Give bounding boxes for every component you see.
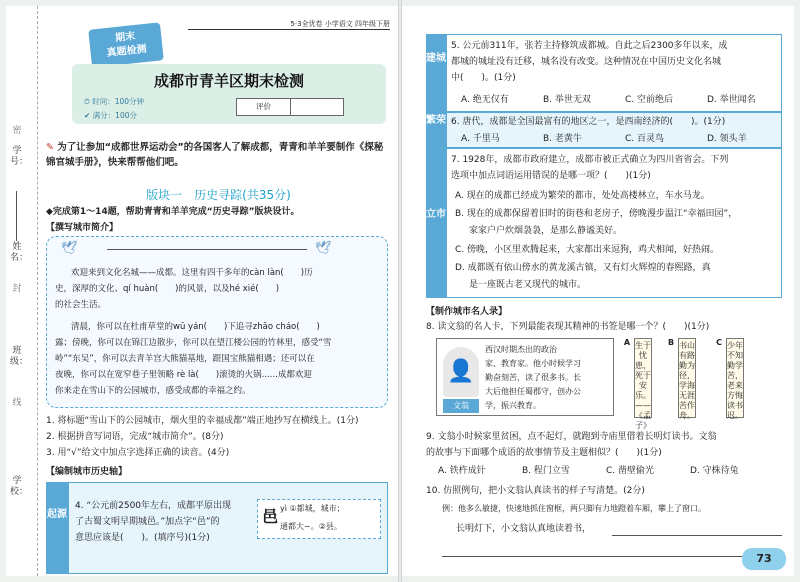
question-9-line-2: 的故事与下面哪个成语的故事情节及主题相似？( )(1分) xyxy=(426,448,662,458)
binding-margin xyxy=(6,6,38,576)
dove-icon-left: 🕊 xyxy=(61,241,78,256)
check-icon: ✔ xyxy=(84,111,93,120)
intro-text: ✎ 为了让参加“成都世界运动会”的各国客人了解成都，青青和羊羊要制作《探秘锦官城手册》，快来帮帮他们吧。 xyxy=(46,142,384,168)
side-label-qiyuan: 起源 xyxy=(46,482,68,574)
dove-icon-right: 🕊 xyxy=(315,241,332,256)
side-label-fanrong: 繁荣 xyxy=(426,112,446,148)
bookmark-b-label[interactable]: B xyxy=(667,338,675,347)
question-9-line-1: 9. 文翁小时候家里贫困，点不起灯，就跑到寺庙里借着长明灯读书。文翁 xyxy=(426,432,717,442)
q9-option-d[interactable]: D. 守株待兔 xyxy=(690,466,739,476)
bookmark-b[interactable]: 书山有路勤为径，学海无涯苦作舟。 xyxy=(678,338,696,418)
question-10: 10. 仿照例句，把小文翁认真读书的样子写清楚。(2分) xyxy=(426,486,645,496)
question-1: 1. 将标题“雪山下的公园城市，烟火里的幸福成都”端正地抄写在横线上。(1分) xyxy=(46,416,359,426)
question-8: 8. 读文翁的名人卡，下列最能表现其精神的书签是哪一个？( )(1分) xyxy=(426,322,710,332)
sub-heading-intro: 【撰写城市简介】 xyxy=(46,223,119,233)
right-page xyxy=(402,6,794,576)
seal-mark-mi: 密 xyxy=(12,126,22,136)
instruction: ◆完成第1～14题，帮助青青和羊羊完成“历史寻踪”版块设计。 xyxy=(46,207,300,217)
q10-prompt: 长明灯下，小文翁认真地读着书， xyxy=(456,524,592,534)
school-label: 学校： xyxy=(10,476,29,497)
question-7-box: 7. 1928年，成都市政府建立，成都市被正式确立为四川省省会。下列 选项中加点词语运用错误的是哪一项？( )(1分) A. 现在的成都已经成为繁荣的都市，处处高楼林立，车水马龙。 B. 现在的成都保留着旧时的街巷和老房子，傍晚漫步温江“幸福田园”， 家家户户炊烟袅袅，是那么静谧美好。 C. 傍晚，小区里欢腾起来，大家都出来逗狗，鸡犬相闻，好热闹。 D. 成都既有依山傍水的黄龙溪古镇，又有灯火辉煌的春熙路，真 是一座既古老又现代的城市。 xyxy=(446,148,782,298)
intro-paragraph-2: 清晨，你可以在杜甫草堂的wū yán( )下追寻zhāo cháo( ) 露；傍晚，你可以在锦江边散步，你可以在望江楼公园的竹林里，感受“雪 岭”“东吴”，你可以去青羊宫大熊猫基地，跟国宝熊猫相遇；还可以在 夜晚，你可以在宽窄巷子里领略 rè là( )滚烫的火锅......成都欢迎 你来走在雪山下的公园城市，感受成都的幸福之约。 xyxy=(55,322,332,396)
q9-option-a[interactable]: A. 铁杵成针 xyxy=(438,466,486,476)
exam-badge: 期末 真题检测 xyxy=(88,22,164,67)
question-5-box: 5. 公元前311年，张若主持修筑成都城。自此之后2300多年以来，成 都城的城址没有迁移，城名没有改变。这种情况在中国历史文化名城 中( )。(1分) A. 绝无仅有 B. 举世无双 C. 空前绝后 D. 举世闻名 xyxy=(446,34,782,112)
q9-option-c[interactable]: C. 凿壁偷光 xyxy=(606,466,655,476)
name-label: 姓名： xyxy=(10,242,29,263)
intro-paragraph-1: 欢迎来到文化名城——成都。这里有四千多年的càn làn( )历 史，深厚的文化、qí huàn( )的风景，以及hé xié( ) 的社会生活。 xyxy=(55,268,313,310)
dictionary-box: yì ①都城，城市； 邑 通都大~。②县。 xyxy=(257,499,381,539)
clock-icon: ⏱ xyxy=(84,97,93,106)
evaluation-box[interactable]: 评价 xyxy=(236,98,344,116)
title-banner xyxy=(72,64,386,124)
portrait-icon: 👤 xyxy=(443,347,479,397)
bookmark-c[interactable]: 少年不知勤学苦，老来方悔读书迟。 xyxy=(726,338,744,418)
seal-mark-feng: 封 xyxy=(12,284,22,294)
page-title: 成都市青羊区期末检测 xyxy=(153,72,304,90)
seal-mark-xian: 线 xyxy=(12,398,22,408)
bookmark-a[interactable]: 生于忧患，死于安乐。——《孟子》 xyxy=(634,338,652,418)
section-heading: 版块一 历史寻踪(共35分) xyxy=(146,188,291,202)
left-page xyxy=(6,6,398,576)
class-label: 班级： xyxy=(10,346,29,367)
q10-example: 例：他多么敏捷，快速地抓住窗框，两只脚有力地蹬着车厢，攀上了窗口。 xyxy=(442,504,706,513)
question-6-box: 6. 唐代，成都是全国最富有的地区之一，是西南经济的( )。(1分) A. 千里马 B. 老黄牛 C. 百灵鸟 D. 领头羊 xyxy=(446,112,782,148)
score-info: ✔ 满分：100分 xyxy=(84,111,137,120)
side-label-lishi: 立市 xyxy=(426,148,446,298)
running-header: 5·3全优卷 小学语文 四年级下册 xyxy=(188,16,390,30)
side-label-jiancheng: 建城 xyxy=(426,34,446,112)
q10-answer-line-2[interactable] xyxy=(442,556,782,557)
pen-icon: ✎ xyxy=(46,142,58,153)
title-answer-line[interactable] xyxy=(107,249,307,250)
question-4-box: 4. “公元前2500年左右，成都平原出现 了古蜀文明早期城邑。”加点字“邑”的 意思应该是( )。(填序号)(1分) yì ①都城，城市； 邑 通都大~。②县。 xyxy=(68,482,388,574)
q9-option-b[interactable]: B. 程门立雪 xyxy=(522,466,570,476)
bookmark-a-label[interactable]: A xyxy=(623,338,631,347)
page-number: 73 xyxy=(742,548,786,570)
time-info: ⏱ 时间：100分钟 xyxy=(84,97,145,106)
sub-heading-celebrity: 【制作城市名人录】 xyxy=(426,307,508,317)
student-id-label: 学号： xyxy=(10,146,29,167)
sub-heading-history: 【编制城市历史轴】 xyxy=(46,467,128,477)
wenweng-card: 👤 文翁 西汉时期杰出的政治 家、教育家。他小时候学习 勤奋刻苦，读了很多书。长 大后他担任蜀郡守，创办公 学，振兴教育。 xyxy=(436,338,614,416)
city-intro-box xyxy=(46,236,388,408)
question-2: 2. 根据拼音写词语，完成“城市简介”。(8分) xyxy=(46,432,224,442)
bookmark-c-label[interactable]: C xyxy=(716,338,722,347)
q10-answer-line-1[interactable] xyxy=(612,535,782,536)
question-3: 3. 用“√”给文中加点字选择正确的读音。(4分) xyxy=(46,448,230,458)
